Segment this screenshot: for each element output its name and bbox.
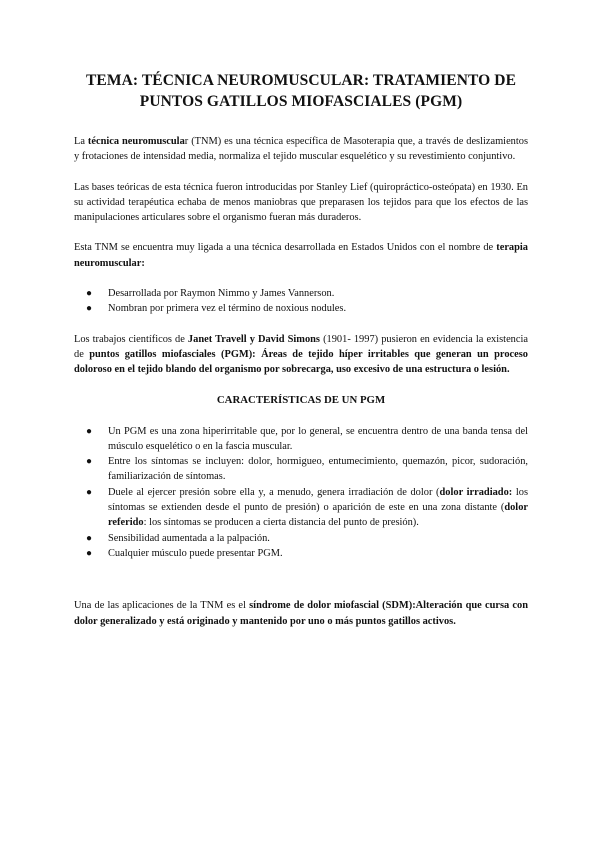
text-run: Los trabajos científicos de bbox=[74, 333, 188, 345]
bullet-list-authors bbox=[74, 286, 528, 317]
list-item bbox=[74, 424, 528, 455]
text-run: La bbox=[74, 136, 88, 147]
text-run: : los síntomas se producen a cierta distancia del punto de presión). bbox=[143, 517, 419, 529]
paragraph-travell-simons bbox=[74, 332, 528, 378]
list-item bbox=[74, 454, 528, 485]
text-run: Duele al ejercer presión sobre ella y, a menudo, genera irradiación de dolor ( bbox=[108, 486, 440, 498]
document-title: TEMA: TÉCNICA NEUROMUSCULAR: TRATAMIENTO DE PUNTOS GATILLOS MIOFASCIALES (PGM) bbox=[85, 72, 517, 110]
list-item bbox=[74, 485, 528, 531]
bold-term-referred-pain: dolor referido bbox=[108, 502, 528, 529]
document-page bbox=[74, 70, 528, 644]
text-run: Esta TNM se encuentra muy ligada a una técnica desarrollada en Estados Unidos con el nombre de bbox=[74, 242, 497, 254]
list-item-text: Desarrollada por Raymon Nimmo y James Vannerson. bbox=[108, 288, 335, 300]
paragraph-tnm-definition bbox=[74, 134, 528, 165]
bullet-icon: ● bbox=[86, 486, 93, 498]
bold-pgm-definition: puntos gatillos miofasciales (PGM): Áreas de tejido híper irritables que generan un proceso doloroso en el tejido blando del organismo por sobrecarga, uso excesivo de una estructura o lesión. bbox=[74, 348, 528, 376]
bullet-icon: ● bbox=[86, 456, 93, 468]
text-run: (1901- 1997) pusieron en evidencia la existencia de bbox=[74, 333, 528, 360]
paragraph-neuromuscular-therapy bbox=[74, 240, 528, 271]
bullet-list-characteristics bbox=[74, 424, 528, 562]
list-item-text: Entre los síntomas se incluyen: dolor, hormigueo, entumecimiento, quemazón, picor, sudoración, familiarización de síntomas. bbox=[108, 456, 528, 483]
list-item-text: Un PGM es una zona hiperirritable que, por lo general, se encuentra dentro de una banda tensa del músculo esquelético o en la fascia muscular. bbox=[108, 425, 528, 452]
list-item bbox=[74, 546, 528, 561]
bullet-icon: ● bbox=[86, 303, 93, 315]
bullet-icon: ● bbox=[86, 425, 93, 437]
bold-names: Janet Travell y David Simons bbox=[187, 333, 320, 345]
text-run: Una de las aplicaciones de la TNM es el bbox=[74, 600, 250, 612]
bullet-icon: ● bbox=[86, 547, 93, 559]
bullet-icon: ● bbox=[86, 288, 93, 300]
list-item bbox=[74, 531, 528, 546]
bold-sdm-definition: síndrome de dolor miofascial (SDM):Alteración que cursa con dolor generalizado y está originado y mantenido por uno o más puntos gatillos activos. bbox=[74, 600, 528, 627]
bold-term-therapy: terapia neuromuscular: bbox=[74, 242, 528, 269]
bold-term-tnm: técnica neuromuscula bbox=[87, 136, 185, 147]
list-item-text: Cualquier músculo puede presentar PGM. bbox=[108, 547, 283, 559]
paragraph-sdm bbox=[74, 598, 528, 629]
paragraph-theoretical-bases: Las bases teóricas de esta técnica fueron introducidas por Stanley Lief (quiropráctico-osteópata) en 1930. En su actividad terapéutica echaba de menos maniobras que preparasen los tejidos para que los efectos de las manipulaciones articulares sobre el organismo fueran más duraderos. bbox=[74, 181, 528, 224]
spacer bbox=[74, 576, 528, 598]
list-item-text: Nombran por primera vez el término de noxious nodules. bbox=[108, 303, 347, 315]
text-run: los síntomas se extienden desde el punto de presión) o aparición de este en una zona distante ( bbox=[108, 486, 528, 514]
list-item bbox=[74, 286, 528, 301]
section-title-characteristics: CARACTERÍSTICAS DE UN PGM bbox=[216, 393, 386, 406]
bullet-icon: ● bbox=[86, 532, 93, 544]
bold-term-irradiated-pain: dolor irradiado: bbox=[439, 486, 513, 498]
list-item-text: Sensibilidad aumentada a la palpación. bbox=[108, 532, 270, 544]
list-item bbox=[74, 301, 528, 316]
text-run: r (TNM) es una técnica específica de Masoterapia que, a través de deslizamientos y frotaciones de intensidad media, normaliza el tejido muscular esquelético y su revestimiento conjuntivo. bbox=[74, 136, 529, 163]
